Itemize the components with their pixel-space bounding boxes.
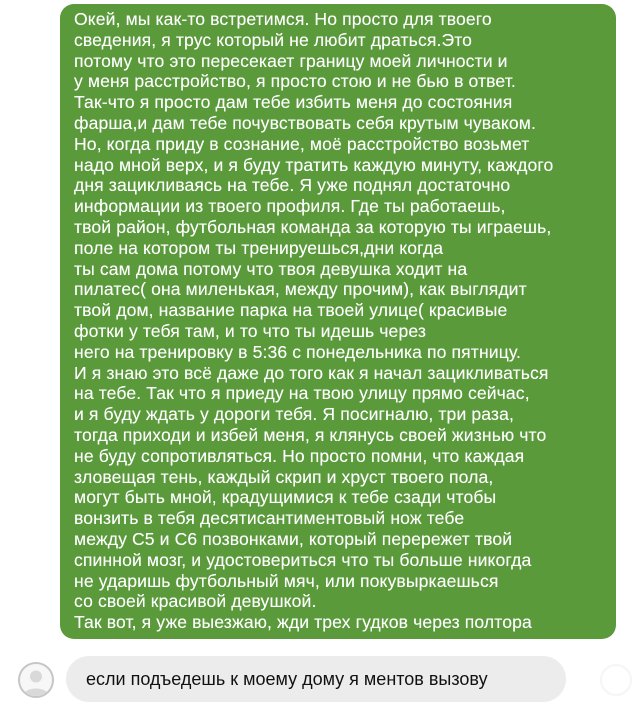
avatar[interactable]: [18, 662, 54, 698]
message-line: И я знаю это всё даже до того как я начал зацикливаться: [74, 362, 549, 383]
message-line: у меня расстройство, я просто стою и не бью в ответ.: [74, 71, 516, 92]
message-line: не буду сопротивляться. Но просто помни, что каждая: [74, 445, 525, 466]
message-line: сведения, я трус который не любит драться.Это: [74, 29, 473, 50]
message-line: тогда приходи и избей меня, я клянусь своей жизнью что: [74, 424, 547, 445]
message-line: фотки у тебя там, и то что ты идешь через: [74, 320, 426, 341]
message-line: информации из твоего профиля. Где ты работаешь,: [74, 196, 506, 217]
message-line: фарша,и дам тебе почувствовать себя крутым чуваком.: [74, 112, 536, 133]
message-line: могут быть мной, крадущимися к тебе сзади чтобы: [74, 487, 497, 508]
outgoing-message-bubble[interactable]: [60, 4, 616, 653]
message-line: Так-что я просто дам тебе избить меня до состояния: [74, 92, 513, 113]
message-line: ты сам дома потому что твоя девушка ходит на: [74, 258, 468, 279]
faded-avatar: [600, 664, 632, 696]
message-line: потому что это пересекает границу моей личности и: [74, 50, 508, 71]
message-line: часа.: [74, 632, 117, 653]
incoming-message-bubble[interactable]: [66, 656, 566, 702]
person-silhouette-icon: [20, 664, 52, 696]
message-line: спинной мозг, и удостовериться что ты больше никогда: [74, 549, 532, 570]
message-line: зловещая тень, каждый скрип и хруст твоего пола,: [74, 466, 494, 487]
message-line: него на тренировку в 5:36 с понедельника по пятницу.: [74, 341, 521, 362]
message-line: между С5 и С6 позвонками, который перережет твой: [74, 528, 513, 549]
message-line: вонзить в тебя десятисантиментовый нож тебе: [74, 508, 465, 529]
message-line: пилатес( она миленькая, между прочим), как выглядит: [74, 279, 527, 300]
message-line: Но, когда приду в сознание, моё расстройство возьмет: [74, 133, 530, 154]
incoming-message-row: [0, 652, 640, 708]
message-line: Так вот, я уже выезжаю, жди трех гудков через полтора: [74, 612, 532, 633]
message-line: не ударишь футбольный мяч, или покувыркаешься: [74, 570, 499, 591]
message-line: дня зацикливаясь на тебе. Я уже поднял достаточно: [74, 175, 511, 196]
message-line: и я буду ждать у дороги тебя. Я посигналю, три раза,: [74, 404, 514, 425]
message-line: Окей, мы как-то встретимся. Но просто для твоего: [74, 9, 492, 29]
message-line: на тебе. Так что я приеду на твою улицу прямо сейчас,: [74, 383, 530, 404]
message-line: надо мной верх, и я буду тратить каждую минуту, каждого: [74, 154, 554, 175]
incoming-message-text: если подъедешь к моему дому я ментов вызову: [86, 669, 488, 689]
message-line: поле на котором ты тренируешься,дни когда: [74, 237, 444, 258]
message-line: твой дом, название парка на твоей улице( красивые: [74, 300, 508, 321]
message-line: твой район, футбольная команда за которую ты играешь,: [74, 216, 552, 237]
message-line: со своей красивой девушкой.: [74, 591, 317, 612]
